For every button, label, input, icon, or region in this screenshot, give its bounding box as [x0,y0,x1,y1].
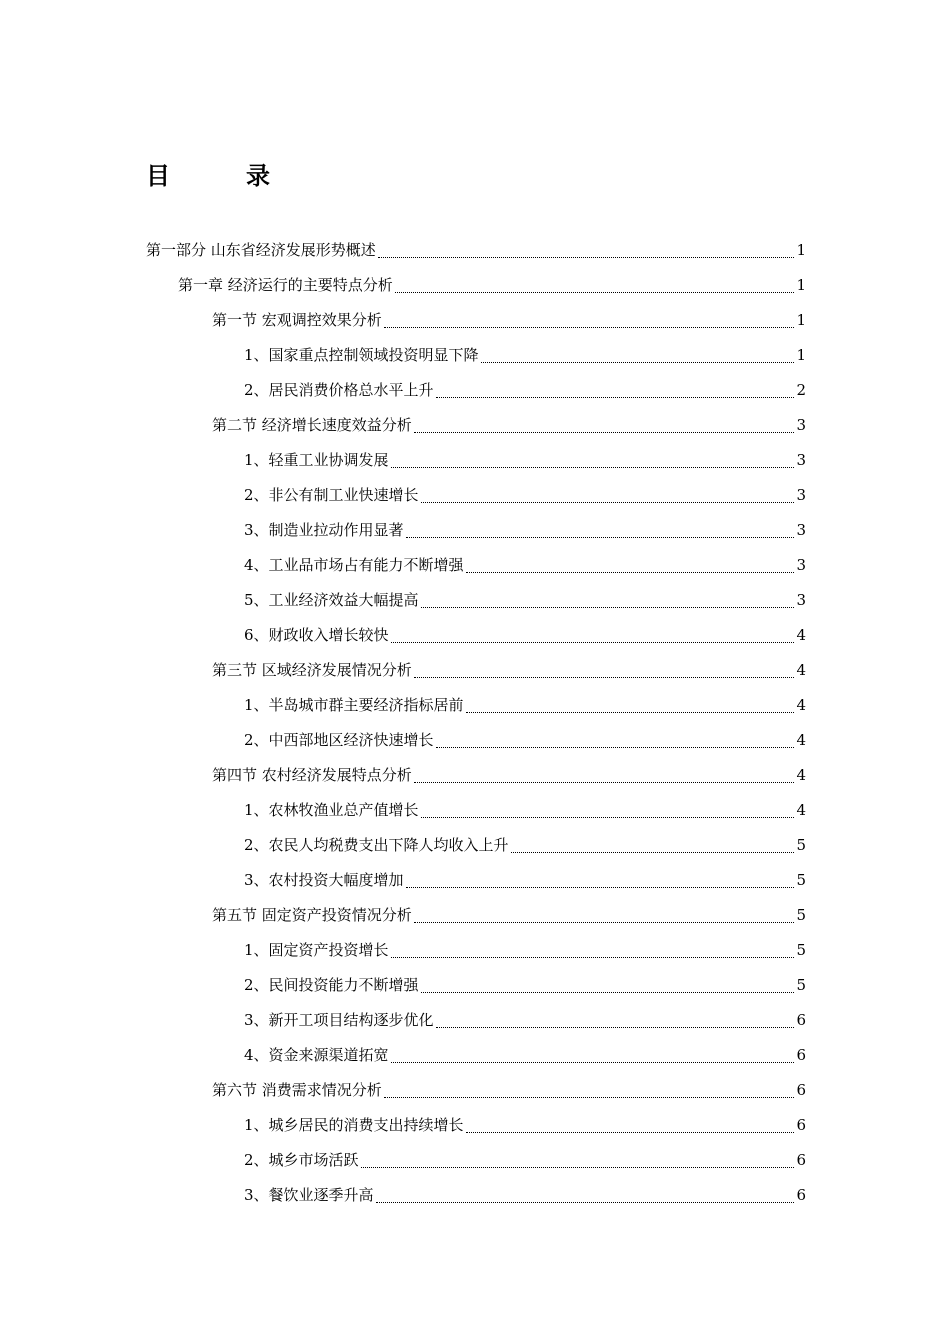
toc-page-number: 4 [796,625,806,644]
toc-entry-label: 5、工业经济效益大幅提高 [244,591,419,609]
dot-leader [421,817,795,818]
dot-leader [406,537,795,538]
toc-entry-label: 第一章 经济运行的主要特点分析 [178,276,393,294]
dot-leader [466,712,795,713]
toc-entry-label: 2、民间投资能力不断增强 [244,976,419,994]
toc-entry-item[interactable] [244,792,806,827]
dot-leader [436,397,795,398]
toc-entry-section[interactable] [212,757,806,792]
toc-page-number: 5 [796,870,806,889]
toc-entry-label: 第三节 区域经济发展情况分析 [212,661,412,679]
toc-entry-item[interactable] [244,1037,806,1072]
toc-page-number: 1 [796,345,806,364]
toc-page-number: 1 [796,275,806,294]
toc-entry-label: 1、轻重工业协调发展 [244,451,389,469]
toc-entry-label: 1、固定资产投资增长 [244,941,389,959]
toc-entry-label: 第一部分 山东省经济发展形势概述 [146,241,376,259]
toc-entry-item[interactable] [244,477,806,512]
toc-entry-item[interactable] [244,1142,806,1177]
toc-page-number: 3 [796,450,806,469]
toc-entry-label: 1、城乡居民的消费支出持续增长 [244,1116,464,1134]
toc-entry-item[interactable] [244,337,806,372]
toc-entry-item[interactable] [244,582,806,617]
toc-entry-item[interactable] [244,1107,806,1142]
dot-leader [466,572,795,573]
dot-leader [414,922,795,923]
dot-leader [414,782,795,783]
toc-page-number: 3 [796,415,806,434]
dot-leader [391,467,795,468]
toc-entry-label: 第一节 宏观调控效果分析 [212,311,382,329]
dot-leader [376,1202,795,1203]
dot-leader [414,677,795,678]
toc-entry-section[interactable] [212,407,806,442]
toc-entry-item[interactable] [244,932,806,967]
toc-page-number: 3 [796,590,806,609]
toc-entry-label: 第四节 农村经济发展特点分析 [212,766,412,784]
dot-leader [421,607,795,608]
toc-entry-item[interactable] [244,1002,806,1037]
toc-entry-label: 1、半岛城市群主要经济指标居前 [244,696,464,714]
toc-entry-item[interactable] [244,547,806,582]
toc-entry-section[interactable] [212,1072,806,1107]
dot-leader [378,257,795,258]
toc-entry-item[interactable] [244,617,806,652]
toc-entry-label: 1、国家重点控制领域投资明显下降 [244,346,479,364]
dot-leader [395,292,795,293]
toc-entry-label: 2、城乡市场活跃 [244,1151,359,1169]
dot-leader [391,957,795,958]
toc-page-number: 4 [796,730,806,749]
toc-entry-label: 2、居民消费价格总水平上升 [244,381,434,399]
dot-leader [466,1132,795,1133]
toc-page-number: 4 [796,800,806,819]
toc-entry-item[interactable] [244,967,806,1002]
toc-entry-label: 1、农林牧渔业总产值增长 [244,801,419,819]
toc-entry-item[interactable] [244,687,806,722]
toc-entry-label: 6、财政收入增长较快 [244,626,389,644]
toc-entry-label: 3、制造业拉动作用显著 [244,521,404,539]
toc-page-number: 6 [796,1150,806,1169]
toc-entry-section[interactable] [212,897,806,932]
toc-page-number: 4 [796,660,806,679]
toc-entry-chapter[interactable] [178,267,806,302]
toc-entry-item[interactable] [244,372,806,407]
toc-entry-label: 2、非公有制工业快速增长 [244,486,419,504]
toc-entry-section[interactable] [212,652,806,687]
toc-entry-item[interactable] [244,442,806,477]
dot-leader [391,642,795,643]
toc-page-number: 3 [796,520,806,539]
dot-leader [384,1097,795,1098]
toc-entry-label: 第五节 固定资产投资情况分析 [212,906,412,924]
toc-entry-part[interactable] [146,232,806,267]
toc-page-number: 2 [796,380,806,399]
toc-page-number: 6 [796,1045,806,1064]
toc-entry-label: 3、农村投资大幅度增加 [244,871,404,889]
dot-leader [391,1062,795,1063]
toc-page-number: 6 [796,1185,806,1204]
toc-page-number: 4 [796,695,806,714]
dot-leader [384,327,795,328]
toc-entry-label: 4、资金来源渠道拓宽 [244,1046,389,1064]
dot-leader [361,1167,795,1168]
toc-page-number: 6 [796,1115,806,1134]
toc-entry-label: 2、农民人均税费支出下降人均收入上升 [244,836,509,854]
dot-leader [421,992,795,993]
toc-page-number: 4 [796,765,806,784]
dot-leader [421,502,795,503]
dot-leader [481,362,795,363]
toc-page-number: 3 [796,555,806,574]
toc-entry-label: 3、餐饮业逐季升高 [244,1186,374,1204]
toc-entry-label: 第二节 经济增长速度效益分析 [212,416,412,434]
toc-entry-section[interactable] [212,302,806,337]
toc-entry-label: 第六节 消费需求情况分析 [212,1081,382,1099]
toc-page-number: 5 [796,835,806,854]
dot-leader [436,1027,795,1028]
toc-page-number: 1 [796,310,806,329]
toc-page-number: 5 [796,975,806,994]
toc-page-number: 1 [796,240,806,259]
toc-page-number: 5 [796,940,806,959]
dot-leader [406,887,795,888]
toc-entry-item[interactable] [244,722,806,757]
dot-leader [414,432,795,433]
toc-title: 目 录 [146,161,296,190]
toc-entry-label: 2、中西部地区经济快速增长 [244,731,434,749]
toc-entry-item[interactable] [244,827,806,862]
dot-leader [511,852,795,853]
toc-page-number: 3 [796,485,806,504]
toc-entry-label: 3、新开工项目结构逐步优化 [244,1011,434,1029]
toc-entry-item[interactable] [244,512,806,547]
toc-entry-item[interactable] [244,1177,806,1212]
toc-entry-item[interactable] [244,862,806,897]
toc-page-number: 6 [796,1080,806,1099]
toc-entry-label: 4、工业品市场占有能力不断增强 [244,556,464,574]
toc-page-number: 5 [796,905,806,924]
dot-leader [436,747,795,748]
toc-page-number: 6 [796,1010,806,1029]
